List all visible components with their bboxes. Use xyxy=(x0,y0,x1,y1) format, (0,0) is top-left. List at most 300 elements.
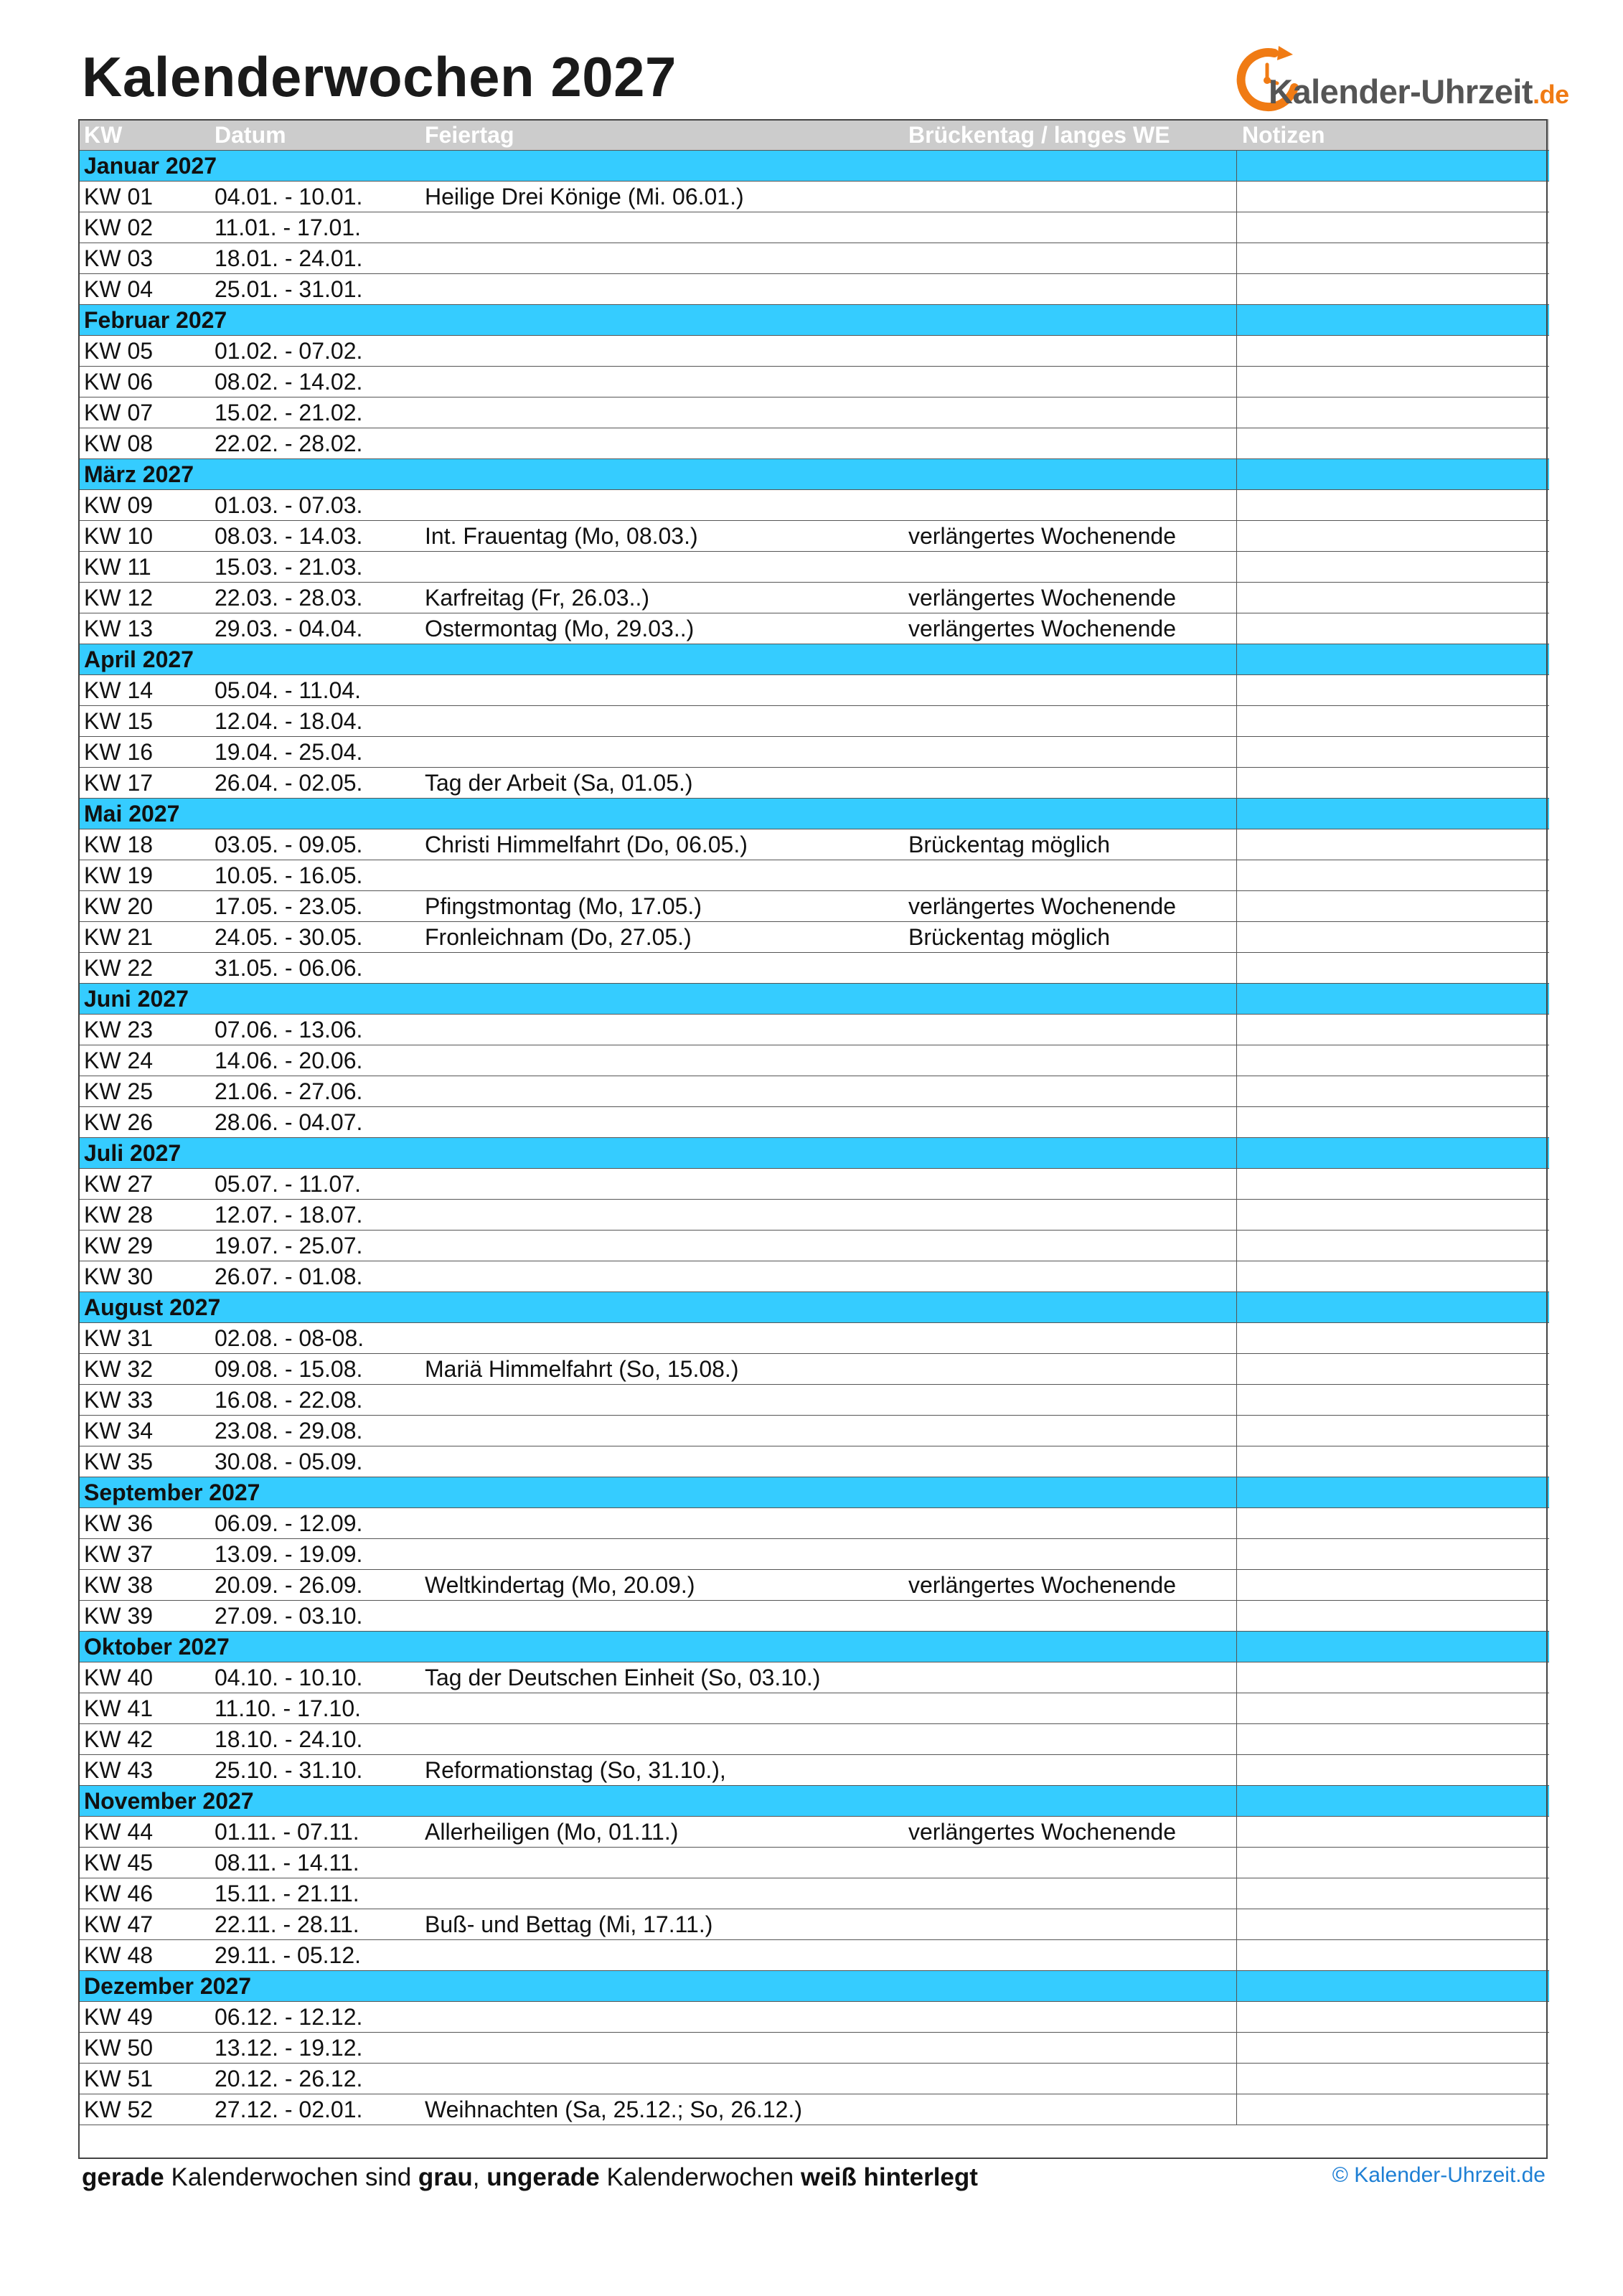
notes-cell[interactable] xyxy=(1236,1015,1549,1045)
bridge-day-cell xyxy=(903,2033,1236,2064)
table-row xyxy=(78,1848,1549,1878)
bridge-day-cell xyxy=(903,860,1236,891)
kw-cell: KW 50 xyxy=(78,2033,209,2064)
date-range-cell: 16.08. - 22.08. xyxy=(209,1385,419,1416)
page-title: Kalenderwochen 2027 xyxy=(82,45,677,108)
holiday-cell xyxy=(419,428,903,459)
kw-cell: KW 48 xyxy=(78,1940,209,1971)
holiday-cell xyxy=(419,1261,903,1292)
table-row xyxy=(78,1601,1549,1632)
date-range-cell: 15.02. - 21.02. xyxy=(209,397,419,428)
bridge-day-cell xyxy=(903,1601,1236,1632)
table-row xyxy=(78,1076,1549,1107)
kw-cell: KW 03 xyxy=(78,243,209,274)
kw-cell: KW 37 xyxy=(78,1539,209,1570)
date-range-cell: 17.05. - 23.05. xyxy=(209,891,419,922)
bridge-day-cell: verlängertes Wochenende xyxy=(903,583,1236,613)
kw-cell: KW 39 xyxy=(78,1601,209,1632)
kw-cell: KW 12 xyxy=(78,583,209,613)
table-row xyxy=(78,1909,1549,1940)
month-row xyxy=(78,1138,1549,1169)
month-row xyxy=(78,1477,1549,1508)
kw-cell: KW 23 xyxy=(78,1015,209,1045)
notes-cell[interactable] xyxy=(1236,1940,1549,1971)
holiday-cell xyxy=(419,953,903,984)
notes-cell[interactable] xyxy=(1236,2002,1549,2033)
holiday-cell xyxy=(419,490,903,521)
notes-cell[interactable] xyxy=(1236,1323,1549,1354)
bridge-day-cell xyxy=(903,706,1236,737)
table-row xyxy=(78,2064,1549,2094)
kw-cell: KW 31 xyxy=(78,1323,209,1354)
notes-cell[interactable] xyxy=(1236,1261,1549,1292)
bridge-day-cell xyxy=(903,274,1236,305)
notes-cell[interactable] xyxy=(1236,1200,1549,1231)
bridge-day-cell xyxy=(903,1446,1236,1477)
date-range-cell: 01.03. - 07.03. xyxy=(209,490,419,521)
bridge-day-cell xyxy=(903,1878,1236,1909)
bridge-day-cell xyxy=(903,675,1236,706)
column-header-brueckentag: Brückentag / langes WE xyxy=(903,119,1236,151)
notes-cell xyxy=(1236,459,1549,490)
notes-cell[interactable] xyxy=(1236,2094,1549,2125)
notes-cell[interactable] xyxy=(1236,336,1549,367)
holiday-cell xyxy=(419,1539,903,1570)
bridge-day-cell xyxy=(903,1261,1236,1292)
bridge-day-cell xyxy=(903,768,1236,799)
kw-cell: KW 33 xyxy=(78,1385,209,1416)
table-row xyxy=(78,1261,1549,1292)
table-row xyxy=(78,1045,1549,1076)
holiday-cell xyxy=(419,1015,903,1045)
month-row xyxy=(78,799,1549,829)
table-row xyxy=(78,891,1549,922)
date-range-cell: 29.11. - 05.12. xyxy=(209,1940,419,1971)
holiday-cell xyxy=(419,1076,903,1107)
month-label: April 2027 xyxy=(78,644,1236,675)
table-row xyxy=(78,1940,1549,1971)
month-label: Dezember 2027 xyxy=(78,1971,1236,2002)
holiday-cell: Christi Himmelfahrt (Do, 06.05.) xyxy=(419,829,903,860)
holiday-cell xyxy=(419,2002,903,2033)
kw-cell: KW 17 xyxy=(78,768,209,799)
site-logo[interactable] xyxy=(1233,40,1569,115)
bridge-day-cell xyxy=(903,1015,1236,1045)
notes-cell[interactable] xyxy=(1236,737,1549,768)
kw-cell: KW 04 xyxy=(78,274,209,305)
notes-cell[interactable] xyxy=(1236,1601,1549,1632)
bridge-day-cell xyxy=(903,1693,1236,1724)
holiday-cell: Tag der Arbeit (Sa, 01.05.) xyxy=(419,768,903,799)
kw-cell: KW 28 xyxy=(78,1200,209,1231)
notes-cell[interactable] xyxy=(1236,922,1549,953)
holiday-cell xyxy=(419,675,903,706)
kw-cell: KW 14 xyxy=(78,675,209,706)
kw-cell: KW 51 xyxy=(78,2064,209,2094)
bridge-day-cell: verlängertes Wochenende xyxy=(903,613,1236,644)
table-row xyxy=(78,953,1549,984)
notes-cell[interactable] xyxy=(1236,583,1549,613)
notes-cell[interactable] xyxy=(1236,243,1549,274)
month-row xyxy=(78,1971,1549,2002)
table-row xyxy=(78,1323,1549,1354)
date-range-cell: 22.02. - 28.02. xyxy=(209,428,419,459)
table-row xyxy=(78,367,1549,397)
month-label: Juli 2027 xyxy=(78,1138,1236,1169)
notes-cell[interactable] xyxy=(1236,675,1549,706)
bridge-day-cell: Brückentag möglich xyxy=(903,829,1236,860)
notes-cell[interactable] xyxy=(1236,552,1549,583)
holiday-cell xyxy=(419,212,903,243)
holiday-cell xyxy=(419,1416,903,1446)
kw-cell: KW 49 xyxy=(78,2002,209,2033)
month-row xyxy=(78,305,1549,336)
calendar-week-table xyxy=(78,119,1549,2125)
table-row xyxy=(78,1200,1549,1231)
bridge-day-cell xyxy=(903,1416,1236,1446)
holiday-cell: Heilige Drei Könige (Mi. 06.01.) xyxy=(419,182,903,212)
date-range-cell: 25.10. - 31.10. xyxy=(209,1755,419,1786)
bridge-day-cell xyxy=(903,1724,1236,1755)
notes-cell[interactable] xyxy=(1236,1169,1549,1200)
holiday-cell: Allerheiligen (Mo, 01.11.) xyxy=(419,1817,903,1848)
logo-text: Kalender-Uhrzeit.de xyxy=(1269,72,1569,110)
notes-cell[interactable] xyxy=(1236,891,1549,922)
month-label: August 2027 xyxy=(78,1292,1236,1323)
bridge-day-cell xyxy=(903,1755,1236,1786)
bridge-day-cell xyxy=(903,336,1236,367)
bridge-day-cell xyxy=(903,1045,1236,1076)
notes-cell[interactable] xyxy=(1236,1570,1549,1601)
date-range-cell: 09.08. - 15.08. xyxy=(209,1354,419,1385)
notes-cell[interactable] xyxy=(1236,1539,1549,1570)
month-label: September 2027 xyxy=(78,1477,1236,1508)
copyright-link[interactable]: © Kalender-Uhrzeit.de xyxy=(1332,2163,1546,2187)
table-row xyxy=(78,1416,1549,1446)
notes-cell[interactable] xyxy=(1236,1878,1549,1909)
holiday-cell xyxy=(419,1693,903,1724)
table-header-row xyxy=(78,119,1549,151)
bridge-day-cell: verlängertes Wochenende xyxy=(903,1570,1236,1601)
kw-cell: KW 16 xyxy=(78,737,209,768)
kw-cell: KW 01 xyxy=(78,182,209,212)
table-row xyxy=(78,521,1549,552)
notes-cell[interactable] xyxy=(1236,953,1549,984)
notes-cell xyxy=(1236,984,1549,1015)
kw-cell: KW 44 xyxy=(78,1817,209,1848)
notes-cell xyxy=(1236,799,1549,829)
bridge-day-cell xyxy=(903,1662,1236,1693)
holiday-cell xyxy=(419,1200,903,1231)
table-row xyxy=(78,829,1549,860)
bridge-day-cell: verlängertes Wochenende xyxy=(903,1817,1236,1848)
holiday-cell xyxy=(419,1724,903,1755)
date-range-cell: 23.08. - 29.08. xyxy=(209,1416,419,1446)
month-row xyxy=(78,644,1549,675)
notes-cell[interactable] xyxy=(1236,1045,1549,1076)
month-label: Mai 2027 xyxy=(78,799,1236,829)
bridge-day-cell xyxy=(903,1323,1236,1354)
holiday-cell: Weltkindertag (Mo, 20.09.) xyxy=(419,1570,903,1601)
table-row xyxy=(78,583,1549,613)
month-row xyxy=(78,459,1549,490)
notes-cell[interactable] xyxy=(1236,1693,1549,1724)
table-row xyxy=(78,552,1549,583)
table-row xyxy=(78,428,1549,459)
date-range-cell: 14.06. - 20.06. xyxy=(209,1045,419,1076)
bridge-day-cell xyxy=(903,953,1236,984)
table-row xyxy=(78,2094,1549,2125)
footnote: gerade Kalenderwochen sind grau, ungerade Kalenderwochen weiß hinterlegt xyxy=(82,2163,978,2191)
date-range-cell: 11.01. - 17.01. xyxy=(209,212,419,243)
table-row xyxy=(78,1817,1549,1848)
notes-cell[interactable] xyxy=(1236,1662,1549,1693)
kw-cell: KW 02 xyxy=(78,212,209,243)
bridge-day-cell xyxy=(903,1508,1236,1539)
holiday-cell xyxy=(419,1323,903,1354)
date-range-cell: 28.06. - 04.07. xyxy=(209,1107,419,1138)
notes-cell[interactable] xyxy=(1236,212,1549,243)
kw-cell: KW 09 xyxy=(78,490,209,521)
notes-cell[interactable] xyxy=(1236,1076,1549,1107)
notes-cell[interactable] xyxy=(1236,1416,1549,1446)
date-range-cell: 06.09. - 12.09. xyxy=(209,1508,419,1539)
bridge-day-cell xyxy=(903,1231,1236,1261)
holiday-cell xyxy=(419,336,903,367)
bridge-day-cell: verlängertes Wochenende xyxy=(903,891,1236,922)
holiday-cell xyxy=(419,2033,903,2064)
table-row xyxy=(78,1570,1549,1601)
calendar-body xyxy=(78,151,1549,2125)
notes-cell[interactable] xyxy=(1236,490,1549,521)
holiday-cell: Karfreitag (Fr, 26.03..) xyxy=(419,583,903,613)
bridge-day-cell xyxy=(903,552,1236,583)
kw-cell: KW 52 xyxy=(78,2094,209,2125)
table-row xyxy=(78,768,1549,799)
notes-cell[interactable] xyxy=(1236,1755,1549,1786)
bridge-day-cell xyxy=(903,1169,1236,1200)
table-row xyxy=(78,860,1549,891)
notes-cell[interactable] xyxy=(1236,2064,1549,2094)
table-row xyxy=(78,675,1549,706)
date-range-cell: 13.09. - 19.09. xyxy=(209,1539,419,1570)
holiday-cell xyxy=(419,552,903,583)
date-range-cell: 27.09. - 03.10. xyxy=(209,1601,419,1632)
kw-cell: KW 45 xyxy=(78,1848,209,1878)
column-header-datum: Datum xyxy=(209,119,419,151)
date-range-cell: 25.01. - 31.01. xyxy=(209,274,419,305)
table-row xyxy=(78,613,1549,644)
notes-cell[interactable] xyxy=(1236,1446,1549,1477)
date-range-cell: 01.11. - 07.11. xyxy=(209,1817,419,1848)
bridge-day-cell xyxy=(903,1940,1236,1971)
kw-cell: KW 30 xyxy=(78,1261,209,1292)
month-row xyxy=(78,984,1549,1015)
notes-cell[interactable] xyxy=(1236,1231,1549,1261)
holiday-cell xyxy=(419,397,903,428)
bridge-day-cell xyxy=(903,1354,1236,1385)
table-row xyxy=(78,1662,1549,1693)
table-row xyxy=(78,274,1549,305)
kw-cell: KW 07 xyxy=(78,397,209,428)
kw-cell: KW 21 xyxy=(78,922,209,953)
date-range-cell: 11.10. - 17.10. xyxy=(209,1693,419,1724)
notes-cell[interactable] xyxy=(1236,1848,1549,1878)
kw-cell: KW 22 xyxy=(78,953,209,984)
holiday-cell: Tag der Deutschen Einheit (So, 03.10.) xyxy=(419,1662,903,1693)
bridge-day-cell xyxy=(903,490,1236,521)
table-row xyxy=(78,212,1549,243)
kw-cell: KW 26 xyxy=(78,1107,209,1138)
bridge-day-cell xyxy=(903,1385,1236,1416)
month-row xyxy=(78,1292,1549,1323)
notes-cell[interactable] xyxy=(1236,860,1549,891)
date-range-cell: 05.04. - 11.04. xyxy=(209,675,419,706)
date-range-cell: 19.07. - 25.07. xyxy=(209,1231,419,1261)
date-range-cell: 20.09. - 26.09. xyxy=(209,1570,419,1601)
month-label: Januar 2027 xyxy=(78,151,1236,182)
notes-cell[interactable] xyxy=(1236,1508,1549,1539)
notes-cell[interactable] xyxy=(1236,521,1549,552)
month-label: Februar 2027 xyxy=(78,305,1236,336)
holiday-cell xyxy=(419,737,903,768)
kw-cell: KW 05 xyxy=(78,336,209,367)
date-range-cell: 15.03. - 21.03. xyxy=(209,552,419,583)
table-row xyxy=(78,706,1549,737)
month-label: Juni 2027 xyxy=(78,984,1236,1015)
table-row xyxy=(78,737,1549,768)
date-range-cell: 04.10. - 10.10. xyxy=(209,1662,419,1693)
month-row xyxy=(78,151,1549,182)
notes-cell[interactable] xyxy=(1236,1724,1549,1755)
date-range-cell: 03.05. - 09.05. xyxy=(209,829,419,860)
month-label: November 2027 xyxy=(78,1786,1236,1817)
holiday-cell xyxy=(419,1169,903,1200)
bridge-day-cell xyxy=(903,1107,1236,1138)
notes-cell xyxy=(1236,1477,1549,1508)
date-range-cell: 18.10. - 24.10. xyxy=(209,1724,419,1755)
kw-cell: KW 06 xyxy=(78,367,209,397)
notes-cell[interactable] xyxy=(1236,768,1549,799)
date-range-cell: 10.05. - 16.05. xyxy=(209,860,419,891)
date-range-cell: 12.07. - 18.07. xyxy=(209,1200,419,1231)
kw-cell: KW 32 xyxy=(78,1354,209,1385)
month-row xyxy=(78,1786,1549,1817)
holiday-cell: Reformationstag (So, 31.10.), xyxy=(419,1755,903,1786)
notes-cell xyxy=(1236,644,1549,675)
kw-cell: KW 13 xyxy=(78,613,209,644)
kw-cell: KW 11 xyxy=(78,552,209,583)
bridge-day-cell xyxy=(903,1200,1236,1231)
date-range-cell: 08.11. - 14.11. xyxy=(209,1848,419,1878)
notes-cell[interactable] xyxy=(1236,829,1549,860)
notes-cell xyxy=(1236,305,1549,336)
table-row xyxy=(78,243,1549,274)
table-row xyxy=(78,1724,1549,1755)
kw-cell: KW 24 xyxy=(78,1045,209,1076)
kw-cell: KW 10 xyxy=(78,521,209,552)
bridge-day-cell xyxy=(903,2094,1236,2125)
notes-cell[interactable] xyxy=(1236,367,1549,397)
kw-cell: KW 42 xyxy=(78,1724,209,1755)
date-range-cell: 06.12. - 12.12. xyxy=(209,2002,419,2033)
table-row xyxy=(78,1446,1549,1477)
kw-cell: KW 27 xyxy=(78,1169,209,1200)
notes-cell xyxy=(1236,1971,1549,2002)
kw-cell: KW 36 xyxy=(78,1508,209,1539)
column-header-notizen: Notizen xyxy=(1236,119,1549,151)
table-row xyxy=(78,2002,1549,2033)
notes-cell[interactable] xyxy=(1236,1817,1549,1848)
notes-cell[interactable] xyxy=(1236,613,1549,644)
holiday-cell: Mariä Himmelfahrt (So, 15.08.) xyxy=(419,1354,903,1385)
holiday-cell xyxy=(419,860,903,891)
notes-cell[interactable] xyxy=(1236,397,1549,428)
date-range-cell: 26.07. - 01.08. xyxy=(209,1261,419,1292)
kw-cell: KW 38 xyxy=(78,1570,209,1601)
table-row xyxy=(78,1231,1549,1261)
notes-cell[interactable] xyxy=(1236,706,1549,737)
holiday-cell xyxy=(419,2064,903,2094)
notes-cell[interactable] xyxy=(1236,428,1549,459)
holiday-cell xyxy=(419,1878,903,1909)
holiday-cell: Weihnachten (Sa, 25.12.; So, 26.12.) xyxy=(419,2094,903,2125)
table-row xyxy=(78,1693,1549,1724)
holiday-cell xyxy=(419,1508,903,1539)
table-row xyxy=(78,1354,1549,1385)
notes-cell[interactable] xyxy=(1236,1909,1549,1940)
date-range-cell: 15.11. - 21.11. xyxy=(209,1878,419,1909)
notes-cell xyxy=(1236,1138,1549,1169)
kw-cell: KW 15 xyxy=(78,706,209,737)
holiday-cell: Int. Frauentag (Mo, 08.03.) xyxy=(419,521,903,552)
month-label: Oktober 2027 xyxy=(78,1632,1236,1662)
holiday-cell xyxy=(419,367,903,397)
notes-cell[interactable] xyxy=(1236,274,1549,305)
holiday-cell: Ostermontag (Mo, 29.03..) xyxy=(419,613,903,644)
bridge-day-cell xyxy=(903,1539,1236,1570)
date-range-cell: 26.04. - 02.05. xyxy=(209,768,419,799)
date-range-cell: 31.05. - 06.06. xyxy=(209,953,419,984)
date-range-cell: 22.11. - 28.11. xyxy=(209,1909,419,1940)
table-row xyxy=(78,922,1549,953)
date-range-cell: 29.03. - 04.04. xyxy=(209,613,419,644)
kw-cell: KW 20 xyxy=(78,891,209,922)
table-row xyxy=(78,2033,1549,2064)
notes-cell[interactable] xyxy=(1236,2033,1549,2064)
bridge-day-cell xyxy=(903,243,1236,274)
bridge-day-cell xyxy=(903,182,1236,212)
kw-cell: KW 35 xyxy=(78,1446,209,1477)
bridge-day-cell xyxy=(903,1909,1236,1940)
holiday-cell xyxy=(419,1107,903,1138)
notes-cell[interactable] xyxy=(1236,1107,1549,1138)
month-row xyxy=(78,1632,1549,1662)
bridge-day-cell xyxy=(903,737,1236,768)
bridge-day-cell xyxy=(903,2002,1236,2033)
table-row xyxy=(78,1169,1549,1200)
holiday-cell xyxy=(419,1940,903,1971)
kw-cell: KW 08 xyxy=(78,428,209,459)
kw-cell: KW 47 xyxy=(78,1909,209,1940)
table-row xyxy=(78,1878,1549,1909)
table-row xyxy=(78,1508,1549,1539)
holiday-cell xyxy=(419,706,903,737)
notes-cell[interactable] xyxy=(1236,1385,1549,1416)
notes-cell[interactable] xyxy=(1236,182,1549,212)
bridge-day-cell: verlängertes Wochenende xyxy=(903,521,1236,552)
notes-cell[interactable] xyxy=(1236,1354,1549,1385)
